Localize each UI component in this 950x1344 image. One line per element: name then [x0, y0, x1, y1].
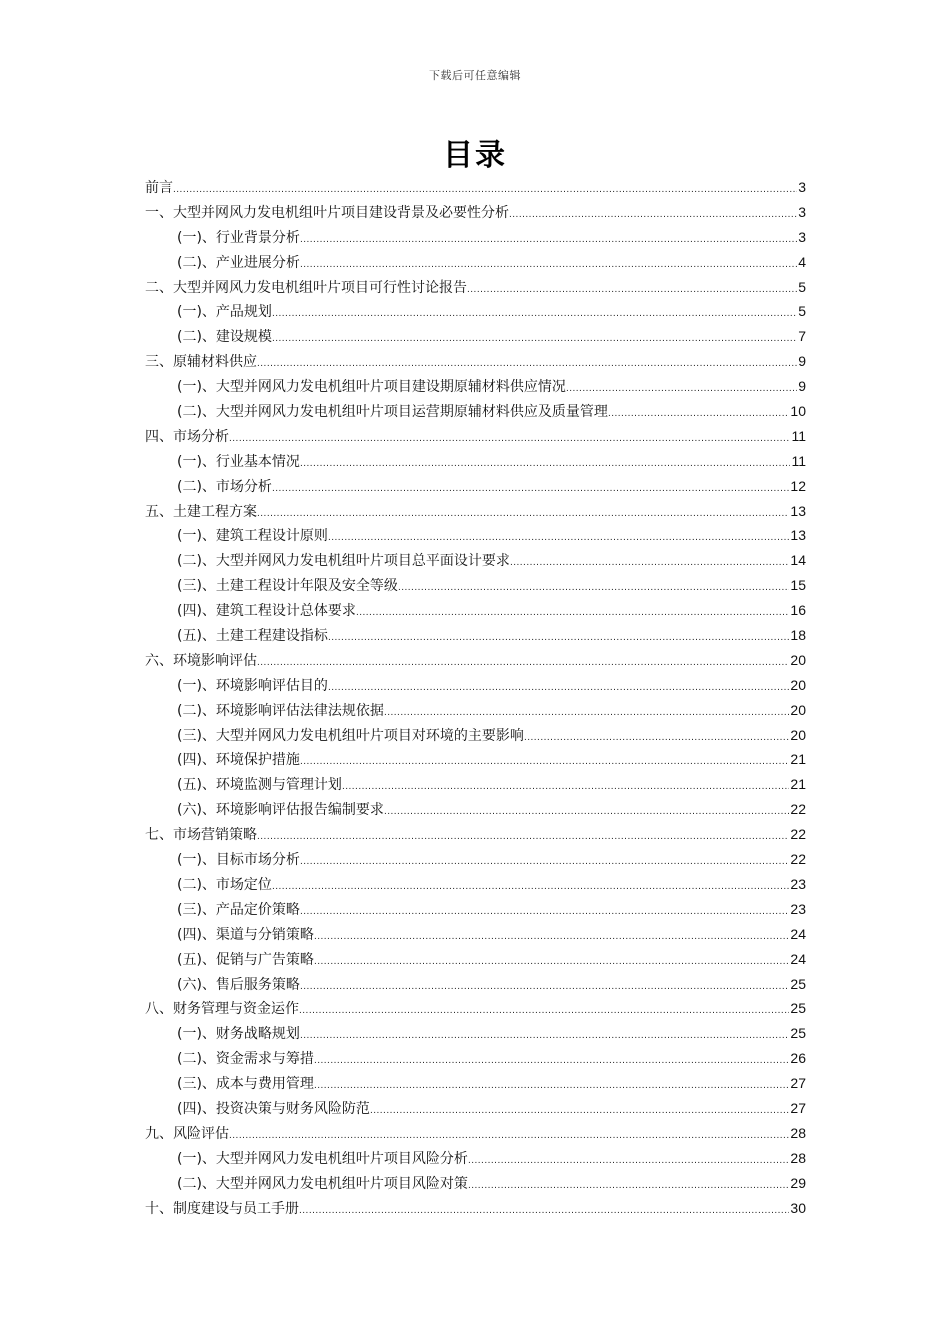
toc-section-entry[interactable] — [145, 573, 806, 598]
toc-chapter-entry[interactable] — [145, 275, 806, 300]
toc-page-number: 3 — [798, 203, 806, 220]
toc-page-number: 27 — [790, 1075, 806, 1092]
toc-chapter-entry[interactable] — [145, 996, 806, 1021]
toc-chapter-entry[interactable] — [145, 175, 806, 200]
toc-section-entry[interactable] — [145, 847, 806, 872]
toc-section-entry[interactable] — [145, 897, 806, 922]
toc-entry-label: (二)、大型并网风力发电机组叶片项目运营期原辅材料供应及质量管理 — [177, 404, 608, 421]
toc-section-entry[interactable] — [145, 1096, 806, 1121]
toc-page-number: 13 — [790, 527, 806, 544]
toc-entry-label: 七、市场营销策略 — [145, 827, 257, 844]
toc-dot-leader — [229, 427, 790, 449]
toc-dot-leader — [510, 551, 789, 573]
toc-page-number: 4 — [798, 253, 806, 270]
toc-page-number: 11 — [791, 427, 806, 444]
toc-chapter-entry[interactable] — [145, 648, 806, 673]
toc-dot-leader — [328, 626, 789, 648]
toc-dot-leader — [272, 477, 789, 499]
toc-section-entry[interactable] — [145, 723, 806, 748]
toc-dot-leader — [257, 825, 789, 847]
toc-dot-leader — [257, 651, 789, 673]
toc-dot-leader — [467, 278, 797, 300]
toc-section-entry[interactable] — [145, 399, 806, 424]
toc-entry-label: (三)、成本与费用管理 — [177, 1076, 314, 1093]
toc-entry-label: (三)、产品定价策略 — [177, 901, 300, 918]
toc-dot-leader — [300, 975, 789, 997]
toc-entry-label: (一)、行业基本情况 — [177, 453, 300, 470]
toc-entry-label: (二)、大型并网风力发电机组叶片项目总平面设计要求 — [177, 553, 510, 570]
toc-section-entry[interactable] — [145, 747, 806, 772]
toc-section-entry[interactable] — [145, 250, 806, 275]
toc-section-entry[interactable] — [145, 947, 806, 972]
toc-dot-leader — [468, 1149, 789, 1171]
toc-dot-leader — [300, 900, 789, 922]
toc-section-entry[interactable] — [145, 474, 806, 499]
toc-dot-leader — [257, 352, 797, 374]
toc-entry-label: (四)、建筑工程设计总体要求 — [177, 603, 356, 620]
toc-page-number: 20 — [790, 676, 806, 693]
toc-section-entry[interactable] — [145, 772, 806, 797]
toc-page-number: 10 — [790, 403, 806, 420]
toc-page-number: 20 — [790, 701, 806, 718]
toc-page-number: 22 — [790, 826, 806, 843]
toc-page-number: 25 — [790, 975, 806, 992]
toc-page-number: 25 — [790, 1000, 806, 1017]
toc-page-number: 27 — [790, 1099, 806, 1116]
toc-section-entry[interactable] — [145, 523, 806, 548]
toc-section-entry[interactable] — [145, 623, 806, 648]
toc-dot-leader — [509, 203, 797, 225]
toc-page-number: 13 — [790, 502, 806, 519]
toc-entry-label: 四、市场分析 — [145, 428, 229, 445]
header-note: 下载后可任意编辑 — [429, 69, 521, 82]
toc-chapter-entry[interactable] — [145, 349, 806, 374]
toc-dot-leader — [468, 1174, 789, 1196]
toc-page-number: 28 — [790, 1149, 806, 1166]
toc-entry-label: (二)、市场定位 — [177, 876, 272, 893]
toc-entry-label: (二)、大型并网风力发电机组叶片项目风险对策 — [177, 1175, 468, 1192]
toc-dot-leader — [173, 178, 797, 200]
toc-chapter-entry[interactable] — [145, 1196, 806, 1221]
toc-dot-leader — [229, 1124, 789, 1146]
toc-dot-leader — [299, 999, 789, 1021]
toc-dot-leader — [384, 800, 789, 822]
toc-dot-leader — [300, 850, 789, 872]
toc-entry-label: 八、财务管理与资金运作 — [145, 1001, 299, 1018]
toc-entry-label: 十、制度建设与员工手册 — [145, 1200, 299, 1217]
toc-entry-label: 九、风险评估 — [145, 1125, 229, 1142]
toc-entry-label: 三、原辅材料供应 — [145, 354, 257, 371]
toc-dot-leader — [398, 576, 789, 598]
toc-entry-label: (五)、环境监测与管理计划 — [177, 777, 342, 794]
toc-section-entry[interactable] — [145, 1071, 806, 1096]
toc-dot-leader — [272, 875, 789, 897]
toc-section-entry[interactable] — [145, 1021, 806, 1046]
page-title: 目录 — [443, 138, 507, 173]
toc-page-number: 11 — [791, 452, 806, 469]
toc-page-number: 23 — [790, 875, 806, 892]
toc-page-number: 22 — [790, 851, 806, 868]
toc-entry-label: (二)、建设规模 — [177, 329, 272, 346]
toc-dot-leader — [272, 327, 797, 349]
toc-page-number: 26 — [790, 1050, 806, 1067]
toc-section-entry[interactable] — [145, 374, 806, 399]
toc-page-number: 5 — [798, 303, 806, 320]
toc-dot-leader — [342, 775, 789, 797]
toc-page-number: 30 — [790, 1199, 806, 1216]
toc-section-entry[interactable] — [145, 797, 806, 822]
toc-dot-leader — [524, 726, 789, 748]
toc-chapter-entry[interactable] — [145, 200, 806, 225]
toc-page-number: 7 — [798, 328, 806, 345]
toc-dot-leader — [257, 502, 789, 524]
toc-section-entry[interactable] — [145, 1171, 806, 1196]
toc-dot-leader — [384, 701, 789, 723]
toc-page-number: 14 — [790, 552, 806, 569]
toc-entry-label: (一)、行业背景分析 — [177, 229, 300, 246]
toc-chapter-entry[interactable] — [145, 424, 806, 449]
toc-section-entry[interactable] — [145, 872, 806, 897]
toc-dot-leader — [314, 950, 789, 972]
toc-section-entry[interactable] — [145, 673, 806, 698]
toc-dot-leader — [300, 228, 797, 250]
toc-section-entry[interactable] — [145, 698, 806, 723]
toc-section-entry[interactable] — [145, 548, 806, 573]
toc-section-entry[interactable] — [145, 225, 806, 250]
toc-entry-label: (五)、促销与广告策略 — [177, 951, 314, 968]
toc-entry-label: (四)、渠道与分销策略 — [177, 926, 314, 943]
toc-page-number: 24 — [790, 925, 806, 942]
toc-entry-label: (二)、市场分析 — [177, 478, 272, 495]
toc-page-number: 3 — [798, 228, 806, 245]
toc-entry-label: (一)、大型并网风力发电机组叶片项目建设期原辅材料供应情况 — [177, 379, 566, 396]
toc-page-number: 29 — [790, 1174, 806, 1191]
toc-page-number: 24 — [790, 950, 806, 967]
toc-entry-label: (六)、售后服务策略 — [177, 976, 300, 993]
toc-chapter-entry[interactable] — [145, 822, 806, 847]
toc-entry-label: (三)、大型并网风力发电机组叶片项目对环境的主要影响 — [177, 727, 524, 744]
toc-page-number: 18 — [790, 627, 806, 644]
toc-chapter-entry[interactable] — [145, 1121, 806, 1146]
toc-entry-label: (一)、财务战略规划 — [177, 1026, 300, 1043]
toc-page-number: 9 — [798, 353, 806, 370]
toc-section-entry[interactable] — [145, 972, 806, 997]
toc-page-number: 21 — [790, 751, 806, 768]
toc-entry-label: (二)、资金需求与筹措 — [177, 1051, 314, 1068]
toc-page-number: 15 — [790, 577, 806, 594]
toc-page-number: 16 — [790, 602, 806, 619]
toc-entry-label: (一)、产品规划 — [177, 304, 272, 321]
toc-entry-label: (二)、环境影响评估法律法规依据 — [177, 702, 384, 719]
toc-page-number: 28 — [790, 1124, 806, 1141]
toc-page-number: 23 — [790, 900, 806, 917]
toc-dot-leader — [328, 526, 789, 548]
toc-page-number: 9 — [798, 378, 806, 395]
toc-dot-leader — [300, 1024, 789, 1046]
toc-entry-label: (一)、目标市场分析 — [177, 852, 300, 869]
toc-chapter-entry[interactable] — [145, 499, 806, 524]
toc-entry-label: (四)、投资决策与财务风险防范 — [177, 1100, 370, 1117]
toc-page-number: 20 — [790, 726, 806, 743]
toc-dot-leader — [370, 1099, 789, 1121]
toc-entry-label: 前言 — [145, 180, 173, 196]
toc-dot-leader — [566, 377, 797, 399]
toc-dot-leader — [300, 253, 797, 275]
toc-entry-label: (一)、环境影响评估目的 — [177, 677, 328, 694]
toc-entry-label: 二、大型并网风力发电机组叶片项目可行性讨论报告 — [145, 279, 467, 296]
toc-dot-leader — [314, 1049, 789, 1071]
toc-dot-leader — [314, 1074, 789, 1096]
toc-entry-label: (一)、建筑工程设计原则 — [177, 528, 328, 545]
toc-dot-leader — [314, 925, 789, 947]
toc-page-number: 21 — [790, 776, 806, 793]
toc-section-entry[interactable] — [145, 598, 806, 623]
toc-entry-label: (二)、产业进展分析 — [177, 254, 300, 271]
toc-section-entry[interactable] — [145, 922, 806, 947]
toc-dot-leader — [328, 676, 789, 698]
toc-page-number: 22 — [790, 801, 806, 818]
toc-entry-label: (五)、土建工程建设指标 — [177, 628, 328, 645]
toc-section-entry[interactable] — [145, 324, 806, 349]
table-of-contents — [145, 175, 806, 1220]
toc-page-number: 12 — [790, 477, 806, 494]
toc-entry-label: (四)、环境保护措施 — [177, 752, 300, 769]
toc-entry-label: (一)、大型并网风力发电机组叶片项目风险分析 — [177, 1150, 468, 1167]
toc-dot-leader — [300, 750, 789, 772]
toc-page-number: 25 — [790, 1025, 806, 1042]
toc-section-entry[interactable] — [145, 1046, 806, 1071]
toc-entry-label: 五、土建工程方案 — [145, 503, 257, 520]
toc-section-entry[interactable] — [145, 299, 806, 324]
toc-page-number: 3 — [798, 179, 806, 195]
toc-entry-label: 一、大型并网风力发电机组叶片项目建设背景及必要性分析 — [145, 204, 509, 221]
toc-dot-leader — [300, 452, 791, 474]
toc-page-number: 5 — [798, 278, 806, 295]
toc-entry-label: 六、环境影响评估 — [145, 652, 257, 669]
toc-section-entry[interactable] — [145, 1146, 806, 1171]
toc-page-number: 20 — [790, 651, 806, 668]
toc-section-entry[interactable] — [145, 449, 806, 474]
toc-dot-leader — [299, 1199, 789, 1221]
toc-dot-leader — [608, 402, 789, 424]
toc-dot-leader — [356, 601, 789, 623]
toc-entry-label: (六)、环境影响评估报告编制要求 — [177, 802, 384, 819]
toc-entry-label: (三)、土建工程设计年限及安全等级 — [177, 578, 398, 595]
toc-dot-leader — [272, 302, 797, 324]
